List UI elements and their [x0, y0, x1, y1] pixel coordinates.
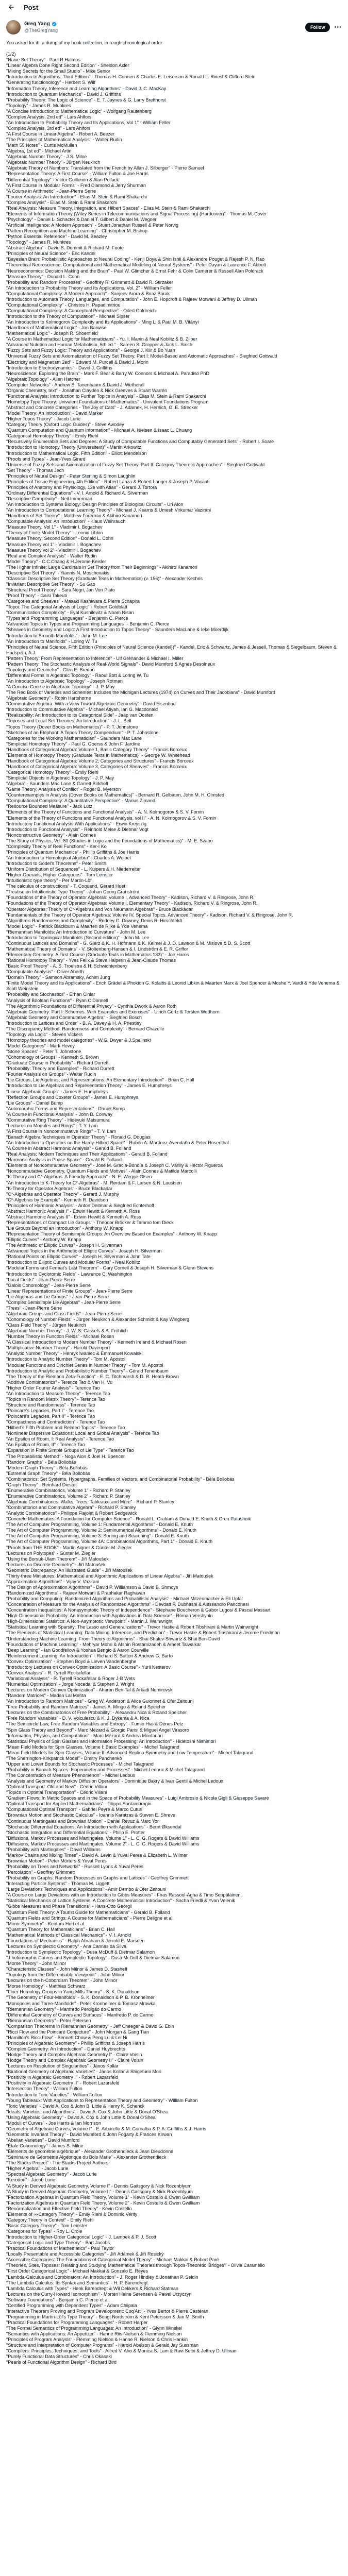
page-title: Post	[24, 3, 39, 11]
author-row	[6, 19, 342, 36]
author-names	[24, 21, 58, 33]
follow-button[interactable]: Follow	[305, 23, 330, 32]
back-arrow-icon[interactable]	[6, 2, 16, 12]
verified-badge-icon	[52, 22, 57, 27]
author-handle[interactable]: @TheGregYang	[24, 28, 58, 33]
more-options-icon[interactable]: •••	[334, 24, 342, 30]
author-display-name-text: Greg Yang	[24, 21, 50, 27]
header-bar	[0, 0, 348, 14]
author-display-name[interactable]	[24, 21, 58, 27]
post-text: You asked for it...a dump of my book collection, in rough chronological order (1/2) "Naive Set Theory" - Paul R Halmos "Linear Algebra Done Right Second Edition" - Sheldon Axler "Mixing Secrets for the Small Studio" - Mike Senior "Introduction to Algorithms, Third Edition" - Thomas H. Cormen & Charles E. Leiserson & Ronald L. Rivest & Clifford Stein "Generating functionology" - Herbert S. Wilf "Information Theory, Inference and Learning Algorithms" - David J. C. MacKay "Introduction to Quantum Mechanics" - David J. Griffiths "Probability Theory: The Logic of Science" - E. T. Jaynes & G. Larry Bretthorst "Topology" - James R. Munkres "A Concise Introduction to Mathematical Logic" - Wolfgang Rautenberg "Complex Analysis, 2nd ed" - Lars Ahlfors "An Introduction to Probability Theory and Its Applications, Vol 1" - William Feller "Complex Analysis, 3rd ed" - Lars Ahlfors "A First Course in Linear Algebra" - Robert A. Beezer "The Principles of Mathematical Analysis" - Walter Rudin "Math 55 Notes" - Curtis McMullen "Algebra, 1st ed" - Michael Artin "Algebraic Number Theory" - J.S. Milne "Algebraic Number Theory" - Jürgen Neukirch "Algebraic Theory of Numbers: Translated from the French by Allan J. Silberger" - Pierre Samuel "Representation Theory: A First Course" - William Fulton & Joe Harris "Differential Topology" - Victor Guillemin & Alan Pollack "A First Course in Modular Forms" - Fred Diamond & Jerry Shurman "A Course in Arithmetic" - Jean-Pierre Serre "Fourier Analysis: An Introduction" - Elias M. Stein & Rami Shakarchi "Complex Analysis" - Elias M. Stein & Rami Shakarchi "Real Analysis: Measure Theory, Integration, and Hilbert Spaces" - Elias M. Stein & Rami Shakarchi "Elements of Information Theory (Wiley Series in Telecommunications and Signal Processing) (Hardcover)" - Thomas M. Cover "Psychology" - Daniel L. Schacter & Daniel T. Gilbert & Daniel M. Wegner "Artificial Intelligence: A Modern Approach" - Stuart Jonathan Russell & Peter Norvig "Pattern Recognition and Machine Learning" - Christopher M. Bishop "Python Essential Reference" - David M. Beazley "Topology" - James R. Munkres "Abstract Algebra" - David S. Dummit & Richard M. Foote "Principles of Neural Science" - Eric Kandel "Bayesian Brain: Probabilistic Approaches to Neural Coding" - Kenji Doya & Shin Ishii & Alexandre Pouget & Rajesh P. N. Rao "Theoretical Neuroscience: Computational and Mathematical Modeling of Neural Systems" - Peter Dayan & Laurence F. Abbott "Neuroeconomics: Decision Making and the Brain" - Paul W. Glimcher & Ernst Fehr & Colin Camerer & Russell Alan Poldrack "Measure Theory" - Donald L. Cohn "Probability and Random Processes" - Geoffrey R. Grimmett & David R. Stirzaker "An Introduction to Probability Theory and Its Applications, Vol. 2" - William Feller "Computational Complexity: A Modern Approach" - Sanjeev Arora & Boaz Barak "Introduction to Automata Theory, Languages, and Computation" - John E. Hopcroft & Rajeev Motwani & Jeffrey D. Ullman "Computational Complexity" - Christos H. Papadimitriou "Computational Complexity: A Conceptual Perspective" - Oded Goldreich "Introduction to the Theory of Computation" - Michael Sipser "An Introduction to Kolmogorov Complexity and Its Applications" - Ming Li & Paul M. B. Vitányi "Handbook of Mathematical Logic" - Jon Barwise "Mathematical Logic" - Joseph R. Shoenfield "A Course in Mathematical Logic for Mathematicians" - Yu. I. Manin & Neal Koblitz & B. Zilber "Advanced Nutrition and Human Metabolism, 5th ed." - Sareen S. Gropper & Jack L. Smith "Fuzzy Sets and Fuzzy Logic: Theory and Applications" - George J. Klir & Bo Yuan "Universal Fuzzy Sets and Axiomatization of Fuzzy Set Theory. Part I: Model-Based and Axiomatic Approaches" - Siegfried Gottwald "Electricity and Magnetism 2ed" - Edward M. Purcell & David J. Morin "Introduction to Electrodynamics" - David J. Griffiths "Neuroscience: Exploring the Brain" - Mark F. Bear & Barry W. Connors & Michael A. Paradiso PhD "Algebraic Topology" - Allen Hatcher "Computer Networks" - Andrew S. Tanenbaum & David J. Wetherall "Organic Chemistry, text" - Jonathan Clayden & Nick Greeves & Stuart Warren "Functional Analysis: Introduction to Further Topics in Analysis" - Elias M. Stein & Rami Shakarchi "Homotopy Type Theory: Univalent Foundations of Mathematics" - Univalent Foundations Program "Abstract and Concrete Categories - The Joy of Cats" - J. Adamek, H. Herrlich, G. E. Strecker "Model Theory: An Introduction" - David Marker "Higher Topos Theory" - Jacob Lurie "Category Theory (Oxford Logic Guides)" - Steve Awodey "Quantum Computation and Quantum Information" - Michael A. Nielsen & Isaac L. Chuang "Categorical Homotopy Theory" - Emily Riehl "Recursively Enumerable Sets and Degrees: A Study of Computable Functions and Computably Generated Sets" - Robert I. Soare "Introduction to Homotopy Theory (Universitext)" - Martin Arkowitz "Introduction to Mathematical Logic, Fifth Edition" - Elliott Mendelson "Proofs and Types" - Jean-Yves Girard "Universe of Fuzzy Sets and Axiomatization of Fuzzy Set Theory. Part II: Category Theoretic Approaches" - Siegfried Gottwald "Set Theory" - Thomas Jech "Principles of Neural Design" - Peter Sterling & Simon Laughlin "Principles of Tissue Engineering, 4th Edition" - Robert Lanza & Robert Langer & Joseph P. Vacanti "Principles of Anatomy and Physiology, 13e with Atlas" - Gerard J. Tortora "Ordinary Differential Equations" - V. I. Arnold & Richard A. Silverman "Descriptive Complexity" - Neil Immerman "An Introduction to Systems Biology: Design Principles of Biological Circuits" - Uri Alon "An Introduction to Computational Learning Theory" - Michael J. Kearns & Umesh Virkumar Vazirani "Handbook of Set Theory" - Matthew Foreman & Akihiro Kanamori "Computable Analysis: An Introduction" - Klaus Weihrauch "Measure Theory, Vol 1" - Vladimir I. Bogachev "Theory of Finite Model Theory" - Leonid Libkin "Measure Theory: Second Edition" - Donald L. Cohn "Measure Theory vol 1" - Vladimir I. Bogachev "Measure Theory vol 2" - Vladimir I. Bogachev "Real and Complex Analysis" - Walter Rudin "Model Theory" - C.C.Chang & H.Jerome Keisler "The Higher Infinite: Large Cardinals in Set Theory from Their Beginnings" - Akihiro Kanamori "Descriptive Set Theory" - Yiannis N. Moschovakis "Classical Descriptive Set Theory (Graduate Texts in Mathematics) (v. 156)" - Alexander Kechris "Invariant Descriptive Set Theory" - Su Gao "Structural Proof Theory" - Sara Negri, Jan Von Plato "Proof Theory" - Gaisi Takeuti "Categories and Sheaves" - Masaki Kashiwara & Pierre Schapira "Topoi: The Categorial Analysis of Logic" - Robert Goldblatt "Communication Complexity" - Eyal Kushilevitz & Noam Nisan "Types and Programming Languages" - Benjamin C. Pierce "Advanced Topics in Types and Programming Languages" - Benjamin C. Pierce "Sheaves in Geometry and Logic: A First Introduction to Topos Theory" - Saunders MacLane & Ieke Moerdijk "Introduction to Smooth Manifolds" - John M. Lee "An Introduction to Manifolds" - Loring W. Tu "Principles of Neural Science, Fifth Edition (Principles of Neural Science (Kandel))" - Kandel, Eric & Schwartz, James & Jessell, Thomas & Siegelbaum, Steven & Hudspeth, A.J. "Pattern Theory: From Representation to Inference" - Ulf Grenander & Michael I. Miller "Pattern Theory: The Stochastic Analysis of Real-World Signals" - David Mumford & Agnès Desolneux "Topology and Geometry" - Glen E. Bredon "Differential Forms in Algebraic Topology" - Raoul Bott & Loring W. Tu "An Introduction to Algebraic Topology" - Joseph Rotman "A Concise Course in Algebraic Topology" - J. P. May "The Red Book of Varieties and Schemes: Includes the Michigan Lectures (1974) on Curves and Their Jacobians" - David Mumford "Algebraic Geometry" - Robin Hartshorne "Commutative Algebra: With a View Toward Algebraic Geometry" - David Eisenbud "Introduction to Commutative Algebra" - Michael Atiyah, Ian G. Macdonald "Realizability: An Introduction to its Categorical Side" - Jaap van Oosten "Toposes and Local Set Theories: An Introduction" - J. L. Bell "Topos Theory (Dover Books on Mathematics)" - P. T. Johnstone "Sketches of an Elephant: A Topos Theory Compendium" - P. T. Johnstone "Categories for the Working Mathematician" - Saunders Mac Lane "Simplicial Homotopy Theory" - Paul G. Goerss & John F. Jardine "Handbook of Categorical Algebra: Volume 1, Basic Category Theory" - Francis Borceux "Elements of Homotopy Theory (Graduate Texts in Mathematics)" - George W. Whitehead "Handbook of Categorical Algebra: Volume 2, Categories and Structures" - Francis Borceux "Handbook of Categorical Algebra: Volume 3, Categories of Sheaves" - Francis Borceux "Categorical Homotopy Theory" - Emily Riehl "Simplicial Objects in Algebraic Topology" - J. P. May "Algebra" - Saunders Mac Lane & Garrett Birkhoff "Game Theory: Analysis of Conflict" - Roger B. Myerson "Counterexamples in Analysis (Dover Books on Mathematics)" - Bernard R. Gelbaum, John M. H. Olmsted "Computational Complexity: A Quantitative Perspective" - Marius Zimand "Resource Bounded Measure" - Jack Lutz "Elements of the Theory of Functions and Functional Analysis" - A. N. Kolmogorov & S. V. Fomin "Elements of the Theory of Functions and Functional Analysis, vol II" - A. N. Kolmogorov & S. V. Fomin "Introductory Functional Analysis With Applications" - Erwin Kreyszig "Introduction to Functional Analysis" - Reinhold Meise & Dietmar Vogt "Nonconstructive Geometry" - Alain Connes "The Study of Physics, Vol. 80 (Studies in Logic and the Foundations of Mathematics)" - M. E. Szabo "Complexity Theory of Real Functions" - Ker-I Ko "Principles of Quantum Mechanics" - Phillip Griffiths & Joe Harris "An Introduction to Homological Algebra" - Charles A. Weibel "Introduction to Gödel's Theorems" - Peter Smith "Uniform Distribution of Sequences" - L. Kuipers & H. Niederreiter "Higher Operads, Higher Categories" - Tom Leinster "Intuitionistic type theory" - Per Martin-Löf "The calculus of constructions" - T. Coquand, Gérard Huet "Treatise on Intuitionistic Type Theory" - Johan Georg Granström "Foundations of the Theory of Operator Algebras: Volume I, Advanced Theory" - Kadison, Richard V. & Ringrose, John R. "Foundations of the Theory of Operator Algebras: Volume I, Elementary Theory" - Kadison, Richard V. & Ringrose, John R. "Operator Algebras: Theory of C*-Algebras and Von Neumann Algebras" - Bruce Blackadar "Fundamentals of the Theory of Operator Algebras: Volume IV, Special Topics. Advanced Theory" - Kadison, Richard V. & Ringrose, John R. "Algorithmic Randomness and Complexity" - Rodney G. Downey, Denis R. Hirschfeldt "Model Logic" - Patrick Blackburn & Maarten de Rijke & Yde Venema "Riemannian Manifolds: An Introduction to Curvature" - John M. Lee "Introduction to Topological Manifolds (Second edition)" - John M. Lee "Continuous Lattices and Domains" - G. Gierz & K. H. Hofmann & K. Keimel & J. D. Lawson & M. Mislove & D. S. Scott "Mathematical Theory of Domains" - V. Stoltenberg-Hansen & I. Lindström & E. R. Griffor "Elementary Geometry: A First Course (Graduate Texts in Mathematics 133)" - Joe Harris "Rational Homotopy Theory" - Yves Felix & Steve Halperin & Jean-Claude Thomas "Basic Proof Theory" - A. S. Troelstra & H. Schwichtenberg "Computable Analysis" - Oliver Aberth "Domain Theory" - Samson Abramsky, Achim Jung "Finite Model Theory and Its Applications" - Erich Grädel & Phokion G. Kolaitis & Leonid Libkin & Maarten Marx & Joel Spencer & Moshe Y. Vardi & Yde Venema & Scott Weinstein "Probability and Stochastics" - Erhan Cinlar "Analysis of Boolean Functions" - Ryan O'Donnell "The Algorithmic Foundations of Differential Privacy" - Cynthia Dwork & Aaron Roth "Algebraic Geometry: Part I: Schemes. With Examples and Exercises" - Ulrich Görtz & Torsten Wedhorn "Algebraic Geometry and Commutative Algebra" - Siegfried Bosch "Introduction to Lattices and Order" - B. A. Davey & H. A. Priestley "The Discrepancy Method: Randomness and Complexity" - Bernard Chazelle "Topology via Logic" - Steven Vickers "Homotopy theories and model categories" - W.G. Dwyer & J.Spalinski "Model Categories" - Mark Hovey "Stone Spaces" - Peter T. Johnstone "Cohomology of Groups" - Kenneth S. Brown "Graduate Course in Probability" - Richard Durrett "Probability: Theory and Examples" - Richard Durrett "Fourier Analysis on Groups" - Walter Rudin "Lie Groups, Lie Algebras, and Representations: An Elementary Introduction" - Brian C. Hall "Introduction to Lie Algebras and Representation Theory" - James E. Humphreys "Linear Algebraic Groups" - James E. Humphreys "Reflection Groups and Coxeter Groups" - James E. Humphreys "Lie Groups" - Daniel Bump "Automorphic Forms and Representations" - Daniel Bump "A Course in Functional Analysis" - John B. Conway "Commutative Ring Theory" - Hideyuki Matsumura "Lectures on Modules and Rings" - T. Y. Lam "A First Course in Noncommutative Rings" - T. Y. Lam "Banach Algebra Techniques in Operator Theory" - Ronald G. Douglas "An Introduction to Operators on the Hardy-Hilbert Space" - Rubén A. Martínez-Avendaño & Peter Rosenthal "A Course in Abstract Harmonic Analysis" - Gerald B. Folland "Real Analysis: Modern Techniques and Their Applications" - Gerald B. Folland "Harmonic Analysis in Phase Space" - Gerald B. Folland "Elements of Noncommutative Geometry" - José M. Gracia-Bondía & Joseph C. Várilly & Héctor Figueroa "Noncommutative Geometry, Quantum Fields and Motives" - Alain Connes & Matilde Marcolli "K-Theory and C*-Algebras: A Friendly Approach" - N. E. Wegge-Olsen "An Introduction to K-Theory for C*-Algebras" - M. Rørdam & F. Larsen & N. Laustsen "K-Theory for Operator Algebras" - Bruce Blackadar "C*-Algebras and Operator Theory" - Gerard J. Murphy "C*-Algebras by Example" - Kenneth R. Davidson "Principles of Harmonic Analysis" - Anton Deitmar & Siegfried Echterhoff "Abstract Harmonic Analysis I" - Edwin Hewitt & Kenneth A. Ross "Abstract Harmonic Analysis II" - Edwin Hewitt & Kenneth A. Ross "Representations of Compact Lie Groups" - Theodor Bröcker & Tammo tom Dieck "Lie Groups Beyond an Introduction" - Anthony W. Knapp "Representation Theory of Semisimple Groups: An Overview Based on Examples" - Anthony W. Knapp "Elliptic Curves" - Anthony W. Knapp "The Arithmetic of Elliptic Curves" - Joseph H. Silverman "Advanced Topics in the Arithmetic of Elliptic Curves" - Joseph H. Silverman "Rational Points on Elliptic Curves" - Joseph H. Silverman & John Tate "Introduction to Elliptic Curves and Modular Forms" - Neal Koblitz "Modular Forms and Fermat's Last Theorem" - Gary Cornell & Joseph H. Silverman & Glenn Stevens "Introduction to Cyclotomic Fields" - Lawrence C. Washington "Local Fields" - Jean-Pierre Serre "Galois Cohomology" - Jean-Pierre Serre "Linear Representations of Finite Groups" - Jean-Pierre Serre "Lie Algebras and Lie Groups" - Jean-Pierre Serre "Complex Semisimple Lie Algebras" - Jean-Pierre Serre "Trees" - Jean-Pierre Serre "Algebraic Groups and Class Fields" - Jean-Pierre Serre "Cohomology of Number Fields" - Jürgen Neukirch & Alexander Schmidt & Kay Wingberg "Class Field Theory" - Jürgen Neukirch "Algebraic Number Theory" - J. W. S. Cassels & A. Fröhlich "Number Theory in Function Fields" - Michael Rosen "A Classical Introduction to Modern Number Theory" - Kenneth Ireland & Michael Rosen "Multiplicative Number Theory" - Harold Davenport "Analytic Number Theory" - Henryk Iwaniec & Emmanuel Kowalski "Introduction to Analytic Number Theory" - Tom M. Apostol "Modular Functions and Dirichlet Series in Number Theory" - Tom M. Apostol "Introduction to Analytic and Probabilistic Number Theory" - Gérald Tenenbaum "The Theory of the Riemann Zeta-Function" - E. C. Titchmarsh & D. R. Heath-Brown "Additive Combinatorics" - Terence Tao & Van H. Vu "Higher Order Fourier Analysis" - Terence Tao "An Introduction to Measure Theory" - Terence Tao "Topics in Random Matrix Theory" - Terence Tao "Structure and Randomness" - Terence Tao "Poincaré's Legacies, Part I" - Terence Tao "Poincaré's Legacies, Part II" - Terence Tao "Compactness and Contradiction" - Terence Tao "Hilbert's Fifth Problem and Related Topics" - Terence Tao "Nonlinear Dispersive Equations: Local and Global Analysis" - Terence Tao "An Epsilon of Room, I: Real Analysis" - Terence Tao "An Epsilon of Room, II" - Terence Tao "Expansion in Finite Simple Groups of Lie Type" - Terence Tao "The Probabilistic Method" - Noga Alon & Joel H. Spencer "Random Graphs" - Béla Bollobás "Modern Graph Theory" - Béla Bollobás "Extremal Graph Theory" - Béla Bollobás "Combinatorics: Set Systems, Hypergraphs, Families of Vectors, and Combinatorial Probability" - Béla Bollobás "Graph Theory" - Reinhard Diestel "Enumerative Combinatorics, Volume 1" - Richard P. Stanley "Enumerative Combinatorics, Volume 2" - Richard P. Stanley "Algebraic Combinatorics: Walks, Trees, Tableaux, and More" - Richard P. Stanley "Combinatorics and Commutative Algebra" - Richard P. Stanley "Analytic Combinatorics" - Philippe Flajolet & Robert Sedgewick "Concrete Mathematics: A Foundation for Computer Science" - Ronald L. Graham & Donald E. Knuth & Oren Patashnik "The Art of Computer Programming, Volume 1: Fundamental Algorithms" - Donald E. Knuth "The Art of Computer Programming, Volume 2: Seminumerical Algorithms" - Donald E. Knuth "The Art of Computer Programming, Volume 3: Sorting and Searching" - Donald E. Knuth "The Art of Computer Programming, Volume 4A: Combinatorial Algorithms, Part 1" - Donald E. Knuth "Proofs from THE BOOK" - Martin Aigner & Günter M. Ziegler "Lectures on Polytopes" - Günter M. Ziegler "Using the Borsuk-Ulam Theorem" - Jiří Matoušek "Lectures on Discrete Geometry" - Jiří Matoušek "Geometric Discrepancy: An Illustrated Guide" - Jiří Matoušek "Thirty-three Miniatures: Mathematical and Algorithmic Applications of Linear Algebra" - Jiří Matoušek "Approximation Algorithms" - Vijay V. Vazirani "The Design of Approximation Algorithms" - David P. Williamson & David B. Shmoys "Randomized Algorithms" - Rajeev Motwani & Prabhakar Raghavan "Probability and Computing: Randomized Algorithms and Probabilistic Analysis" - Michael Mitzenmacher & Eli Upfal "Concentration of Measure for the Analysis of Randomized Algorithms" - Devdatt P. Dubhashi & Alessandro Panconesi "Concentration Inequalities: A Nonasymptotic Theory of Independence" - Stéphane Boucheron & Gábor Lugosi & Pascal Massart "High-Dimensional Probability: An Introduction with Applications in Data Science" - Roman Vershynin "High-Dimensional Statistics: A Non-Asymptotic Viewpoint" - Martin J. Wainwright "Statistical Learning with Sparsity: The Lasso and Generalizations" - Trevor Hastie & Robert Tibshirani & Martin Wainwright "The Elements of Statistical Learning: Data Mining, Inference, and Prediction" - Trevor Hastie & Robert Tibshirani & Jerome Friedman "Understanding Machine Learning: From Theory to Algorithms" - Shai Shalev-Shwartz & Shai Ben-David "Foundations of Machine Learning" - Mehryar Mohri & Afshin Rostamizadeh & Ameet Talwalkar "Deep Learning" - Ian Goodfellow & Yoshua Bengio & Aaron Courville "Reinforcement Learning: An Introduction" - Richard S. Sutton & Andrew G. Barto "Convex Optimization" - Stephen Boyd & Lieven Vandenberghe "Introductory Lectures on Convex Optimization: A Basic Course" - Yurii Nesterov "Convex Analysis" - R. Tyrrell Rockafellar "Variational Analysis" - R. Tyrrell Rockafellar & Roger J-B Wets "Numerical Optimization" - Jorge Nocedal & Stephen J. Wright "Lectures on Modern Convex Optimization" - Aharon Ben-Tal & Arkadi Nemirovski "Random Matrices" - Madan Lal Mehta "An Introduction to Random Matrices" - Greg W. Anderson & Alice Guionnet & Ofer Zeitouni "Free Probability and Random Matrices" - James A. Mingo & Roland Speicher "Lectures on the Combinatorics of Free Probability" - Alexandru Nica & Roland Speicher "Free Random Variables" - D. V. Voiculescu & K. J. Dykema & A. Nica "The Semicircle Law, Free Random Variables and Entropy" - Fumio Hiai & Dénes Petz "Spin Glass Theory and Beyond" - Marc Mézard & Giorgio Parisi & Miguel Angel Virasoro "Information, Physics, and Computation" - Marc Mézard & Andrea Montanari "Statistical Physics of Spin Glasses and Information Processing: An Introduction" - Hidetoshi Nishimori "Mean Field Models for Spin Glasses, Volume I: Basic Examples" - Michel Talagrand "Mean Field Models for Spin Glasses, Volume II: Advanced Replica-Symmetry and Low Temperature" - Michel Talagrand "The Sherrington-Kirkpatrick Model" - Dmitry Panchenko "Upper and Lower Bounds for Stochastic Processes" - Michel Talagrand "Probability in Banach Spaces: Isoperimetry and Processes" - Michel Ledoux & Michel Talagrand "The Concentration of Measure Phenomenon" - Michel Ledoux "Analysis and Geometry of Markov Diffusion Operators" - Dominique Bakry & Ivan Gentil & Michel Ledoux "Optimal Transport: Old and New" - Cédric Villani "Topics in Optimal Transportation" - Cédric Villani "Gradient Flows: In Metric Spaces and in the Space of Probability Measures" - Luigi Ambrosio & Nicola Gigli & Giuseppe Savaré "Optimal Transport for Applied Mathematicians" - Filippo Santambrogio "Computational Optimal Transport" - Gabriel Peyré & Marco Cuturi "Brownian Motion and Stochastic Calculus" - Ioannis Karatzas & Steven E. Shreve "Continuous Martingales and Brownian Motion" - Daniel Revuz & Marc Yor "Stochastic Differential Equations: An Introduction with Applications" - Bernt Øksendal "Stochastic Integration and Differential Equations" - Philip E. Protter "Diffusions, Markov Processes and Martingales, Volume 1" - L. C. G. Rogers & David Williams "Diffusions, Markov Processes and Martingales, Volume 2" - L. C. G. Rogers & David Williams "Probability with Martingales" - David Williams "Markov Chains and Mixing Times" - David A. Levin & Yuval Peres & Elizabeth L. Wilmer "Brownian Motion" - Peter Mörters & Yuval Peres "Probability on Trees and Networks" - Russell Lyons & Yuval Peres "Percolation" - Geoffrey Grimmett "Probability on Graphs: Random Processes on Graphs and Lattices" - Geoffrey Grimmett "Interacting Particle Systems" - Thomas M. Liggett "Large Deviations Techniques and Applications" - Amir Dembo & Ofer Zeitouni "A Course on Large Deviations with an Introduction to Gibbs Measures" - Firas Rassoul-Agha & Timo Seppäläinen "Statistical Mechanics of Lattice Systems: A Concrete Mathematical Introduction" - Sacha Friedli & Yvan Velenik "Gibbs Measures and Phase Transitions" - Hans-Otto Georgii "Quantum Field Theory: A Tourist Guide for Mathematicians" - Gerald B. Folland "Quantum Fields and Strings: A Course for Mathematicians" - Pierre Deligne et al. "Mirror Symmetry" - Kentaro Hori et al. "Quantum Theory for Mathematicians" - Brian C. Hall "Mathematical Methods of Classical Mechanics" - V. I. Arnold "Foundations of Mechanics" - Ralph Abraham & Jerrold E. Marsden "Lectures on Symplectic Geometry" - Ana Cannas da Silva "Introduction to Symplectic Topology" - Dusa McDuff & Dietmar Salamon "J-holomorphic Curves and Symplectic Topology" - Dusa McDuff & Dietmar Salamon "Morse Theory" - John Milnor "Characteristic Classes" - John Milnor & James D. Stasheff "Topology from the Differentiable Viewpoint" - John Milnor "Lectures on the h-Cobordism Theorem" - John Milnor "Morse Homology" - Matthias Schwarz "Floer Homology Groups in Yang-Mills Theory" - S. K. Donaldson "The Geometry of Four-Manifolds" - S. K. Donaldson & P. B. Kronheimer "Monopoles and Three-Manifolds" - Peter Kronheimer & Tomasz Mrowka "Riemannian Geometry" - Manfredo Perdigão do Carmo "Differential Geometry of Curves and Surfaces" - Manfredo P. do Carmo "Riemannian Geometry" - Peter Petersen "Comparison Theorems in Riemannian Geometry" - Jeff Cheeger & David G. Ebin "Ricci Flow and the Poincaré Conjecture" - John Morgan & Gang Tian "Hamilton's Ricci Flow" - Bennett Chow & Peng Lu & Lei Ni "Principles of Algebraic Geometry" - Phillip Griffiths & Joseph Harris "Complex Geometry: An Introduction" - Daniel Huybrechts "Hodge Theory and Complex Algebraic Geometry I" - Claire Voisin "Hodge Theory and Complex Algebraic Geometry II" - Claire Voisin "Lectures on Resolution of Singularities" - János Kollár "Birational Geometry of Algebraic Varieties" - János Kollár & Shigefumi Mori "Positivity in Algebraic Geometry I" - Robert Lazarsfeld "Positivity in Algebraic Geometry II" - Robert Lazarsfeld "Intersection Theory" - William Fulton "Introduction to Toric Varieties" - William Fulton "Young Tableaux: With Applications to Representation Theory and Geometry" - William Fulton "Toric Varieties" - David A. Cox & John B. Little & Henry K. Schenck "Ideals, Varieties, and Algorithms" - David A. Cox & John Little & Donal O'Shea "Using Algebraic Geometry" - David A. Cox & John Little & Donal O'Shea "Moduli of Curves" - Joe Harris & Ian Morrison "Geometry of Algebraic Curves, Volume I" - E. Arbarello & M. Cornalba & P. A. Griffiths & J. Harris "Geometric Invariant Theory" - David Mumford & John Fogarty & Frances Kirwan "Abelian Varieties" - David Mumford "Étale Cohomology" - James S. Milne "Éléments de géométrie algébrique" - Alexander Grothendieck & Jean Dieudonné "Séminaire de Géométrie Algébrique du Bois Marie" - Alexander Grothendieck "The Stacks Project" - The Stacks Project Authors "Higher Algebra" - Jacob Lurie "Spectral Algebraic Geometry" - Jacob Lurie "Kerodon" - Jacob Lurie "A Study in Derived Algebraic Geometry, Volume I" - Dennis Gaitsgory & Nick Rozenblyum "A Study in Derived Algebraic Geometry, Volume II" - Dennis Gaitsgory & Nick Rozenblyum "Factorization Algebras in Quantum Field Theory, Volume 1" - Kevin Costello & Owen Gwilliam "Factorization Algebras in Quantum Field Theory, Volume 2" - Kevin Costello & Owen Gwilliam "Renormalization and Effective Field Theory" - Kevin Costello "Elements of ∞-Category Theory" - Emily Riehl & Dominic Verity "Category Theory in Context" - Emily Riehl "Basic Category Theory" - Tom Leinster "Categories for Types" - Roy L. Crole "Introduction to Higher-Order Categorical Logic" - J. Lambek & P. J. Scott "Categorical Logic and Type Theory" - Bart Jacobs "Practical Foundations of Mathematics" - Paul Taylor "Locally Presentable and Accessible Categories" - Jiří Adámek & Jiří Rosický "Accessible Categories: The Foundations of Categorical Model Theory" - Michael Makkai & Robert Paré "Theories, Sites, Toposes: Relating and Studying Mathematical Theories through Topos-Theoretic 'Bridges'" - Olivia Caramello "First Order Categorical Logic" - Michael Makkai & Gonzalo E. Reyes "Lambda-Calculus and Combinators: An Introduction" - J. Roger Hindley & Jonathan P. Seldin "The Lambda Calculus: Its Syntax and Semantics" - H. P. Barendregt "Lambda Calculus with Types" - Henk Barendregt & Wil Dekkers & Richard Statman "Lectures on the Curry-Howard Isomorphism" - Morten Heine Sørensen & Pawel Urzyczyn "Software Foundations" - Benjamin C. Pierce et al. "Certified Programming with Dependent Types" - Adam Chlipala "Interactive Theorem Proving and Program Development: Coq'Art" - Yves Bertot & Pierre Castéran "Programming in Martin-Löf's Type Theory" - Bengt Nordström & Kent Petersson & Jan M. Smith "Practical Foundations for Programming Languages" - Robert Harper "The Formal Semantics of Programming Languages: An Introduction" - Glynn Winskel "Semantics with Applications: An Appetizer" - Hanne Riis Nielson & Flemming Nielson "Principles of Program Analysis" - Flemming Nielson & Hanne R. Nielson & Chris Hankin "Structure and Interpretation of Computer Programs" - Harold Abelson & Gerald Jay Sussman "Compilers: Principles, Techniques, and Tools" - Alfred V. Aho & Monica S. Lam & Ravi Sethi & Jeffrey D. Ullman "Purely Functional Data Structures" - Chris Okasaki "Pearls of Functional Algorithm Design" - Richard Bird	[6, 40, 340, 2365]
avatar[interactable]	[6, 20, 21, 35]
